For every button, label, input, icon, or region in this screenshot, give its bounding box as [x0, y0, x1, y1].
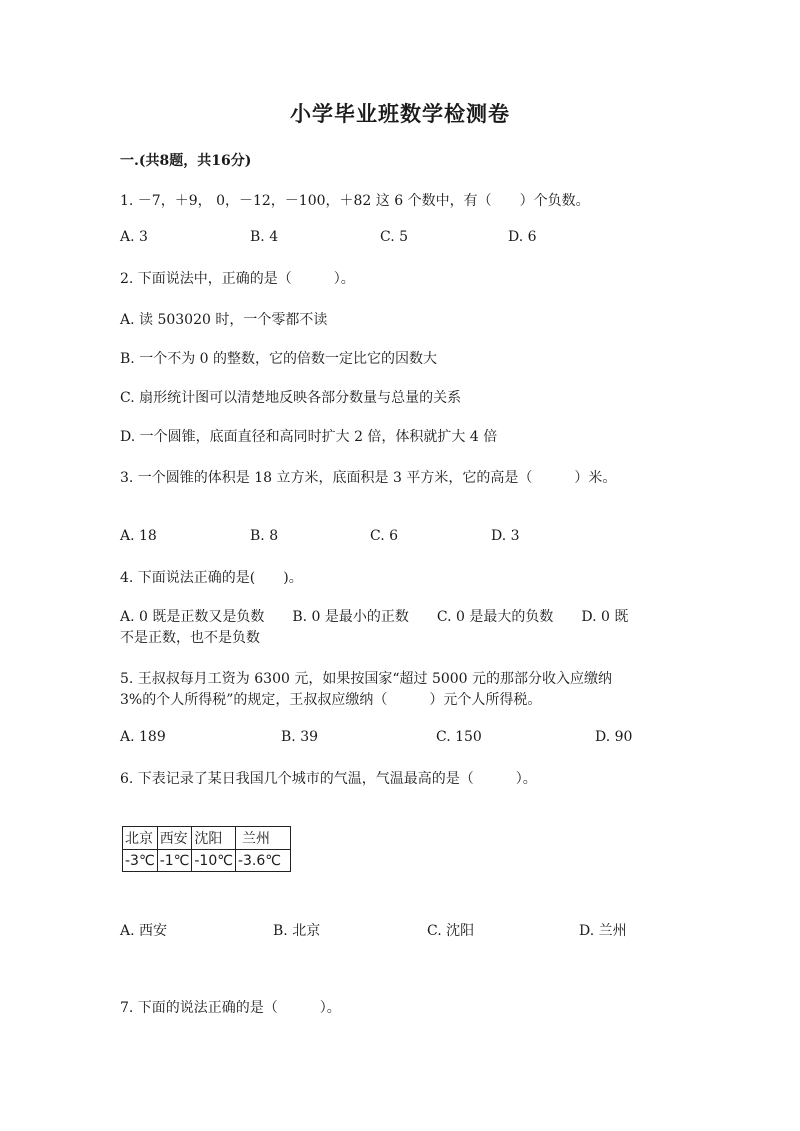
table-cell: -1℃ [157, 850, 192, 872]
question-5-stem-line-2: 3%的个人所得税”的规定，王叔叔应缴纳（ ）元个人所得税。 [120, 692, 542, 708]
temperature-table [122, 826, 291, 872]
question-4-options-line-2: 不是正数，也不是负数 [120, 630, 260, 646]
question-1-option-b: B. 4 [250, 229, 279, 245]
question-2-option-d: D. 一个圆锥，底面直径和高同时扩大 2 倍，体积就扩大 4 倍 [120, 429, 498, 445]
section-heading: 一.(共8题，共16分) [120, 153, 252, 169]
table-header-cell: 西安 [157, 827, 192, 850]
question-5-option-a: A. 189 [120, 729, 166, 745]
question-5-option-c: C. 150 [436, 729, 482, 745]
table-cell: -3.6℃ [235, 850, 290, 872]
question-2-option-b: B. 一个不为 0 的整数，它的倍数一定比它的因数大 [120, 351, 437, 367]
question-5-stem-line-1: 5. 王叔叔每月工资为 6300 元，如果按国家“超过 5000 元的那部分收入应缴纳 [120, 671, 613, 687]
question-1-option-d: D. 6 [508, 229, 537, 245]
question-3-stem: 3. 一个圆锥的体积是 18 立方米，底面积是 3 平方米，它的高是（ ）米。 [120, 470, 617, 486]
question-2-stem: 2. 下面说法中，正确的是（ ）。 [120, 271, 355, 287]
question-1-stem: 1. －7，＋9， 0，－12，－100，＋82 这 6 个数中，有（ ）个负数。 [120, 193, 590, 209]
table-header-row [123, 827, 291, 850]
question-6-option-d: D. 兰州 [579, 923, 627, 939]
table-cell: -10℃ [192, 850, 236, 872]
question-4-stem: 4. 下面说法正确的是( )。 [120, 570, 303, 586]
page-title: 小学毕业班数学检测卷 [290, 101, 510, 126]
question-3-option-a: A. 18 [120, 528, 157, 544]
question-3-option-d: D. 3 [491, 528, 520, 544]
question-6-option-b: B. 北京 [273, 923, 321, 939]
question-6-option-c: C. 沈阳 [427, 923, 475, 939]
question-2-option-c: C. 扇形统计图可以清楚地反映各部分数量与总量的关系 [120, 390, 462, 406]
table-cell: -3℃ [123, 850, 158, 872]
table-header-cell: 兰州 [235, 827, 290, 850]
question-4-options-line-1: A. 0 既是正数又是负数 B. 0 是最小的正数 C. 0 是最大的负数 D. 0 既 [120, 609, 629, 625]
table-header-cell: 北京 [123, 827, 158, 850]
question-1-option-a: A. 3 [120, 229, 148, 245]
question-5-option-d: D. 90 [595, 729, 633, 745]
question-2-option-a: A. 读 503020 时，一个零都不读 [120, 312, 328, 328]
question-5-option-b: B. 39 [281, 729, 319, 745]
question-6-stem: 6. 下表记录了某日我国几个城市的气温，气温最高的是（ ）。 [120, 771, 537, 787]
table-row [123, 850, 291, 872]
table-header-cell: 沈阳 [192, 827, 236, 850]
question-7-stem: 7. 下面的说法正确的是（ ）。 [120, 1000, 341, 1016]
question-3-option-b: B. 8 [250, 528, 279, 544]
question-6-option-a: A. 西安 [120, 923, 168, 939]
question-1-option-c: C. 5 [380, 229, 409, 245]
question-3-option-c: C. 6 [370, 528, 399, 544]
